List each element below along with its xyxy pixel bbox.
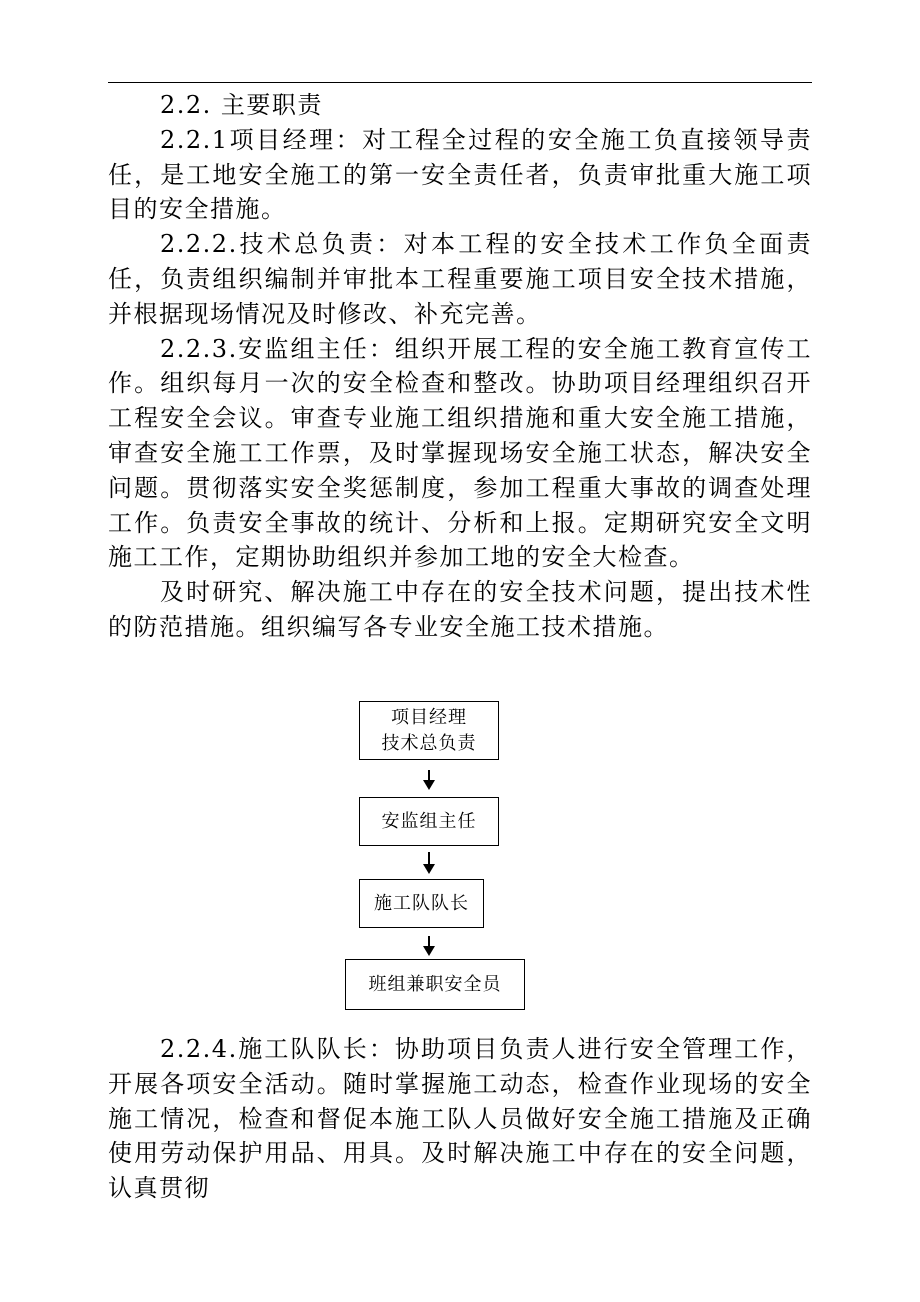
- paragraph-team-leader: 2.2.4.施工队队长：协助项目负责人进行安全管理工作，开展各项安全活动。随时掌握施工动态，检查作业现场的安全施工情况，检查和督促本施工队人员做好安全施工措施及正确使用劳动保护用品、用具。及时解决施工中存在的安全问题，认真贯彻: [108, 1035, 812, 1203]
- flow-box-label: 班组兼职安全员: [368, 973, 502, 995]
- flow-box-label: 项目经理: [391, 706, 467, 728]
- flow-box-safety-supervisor: [359, 797, 499, 846]
- paragraph-technical-measures: 及时研究、解决施工中存在的安全技术问题，提出技术性的防范措施。组织编写各专业安全施工技术措施。: [108, 578, 812, 641]
- flow-arrow-down: [423, 770, 435, 790]
- paragraph-technical-lead: 2.2.2.技术总负责：对本工程的安全技术工作负全面责任，负责组织编制并审批本工程重要施工项目安全技术措施，并根据现场情况及时修改、补充完善。: [108, 230, 812, 328]
- paragraph-project-manager: 2.2.1项目经理：对工程全过程的安全施工负直接领导责任，是工地安全施工的第一安全责任者，负责审批重大施工项目的安全措施。: [108, 125, 812, 224]
- flow-box-label: 技术总负责: [381, 732, 477, 754]
- responsibilities-section-continued: [108, 1032, 812, 1206]
- flow-box-group-safety-officer: [345, 959, 525, 1010]
- flow-arrow-down: [423, 936, 435, 956]
- flow-box-project-manager: [359, 701, 499, 760]
- flow-box-label: 安监组主任: [381, 810, 477, 832]
- section-heading: 2.2. 主要职责: [160, 91, 323, 119]
- responsibilities-section: [108, 88, 812, 645]
- flow-box-label: 施工队队长: [374, 892, 469, 914]
- flow-arrow-down: [423, 852, 435, 874]
- header-rule: [108, 82, 812, 83]
- flow-box-team-leader: [359, 879, 484, 928]
- paragraph-safety-supervisor: 2.2.3.安监组主任：组织开展工程的安全施工教育宣传工作。组织每月一次的安全检查和整改。协助项目经理组织召开工程安全会议。审查专业施工组织措施和重大安全施工措施，审查安全施工工作票，及时掌握现场安全施工状态，解决安全问题。贯彻落实安全奖惩制度，参加工程重大事故的调查处理工作。负责安全事故的统计、分析和上报。定期研究安全文明施工工作，定期协助组织并参加工地的安全大检查。: [108, 334, 812, 572]
